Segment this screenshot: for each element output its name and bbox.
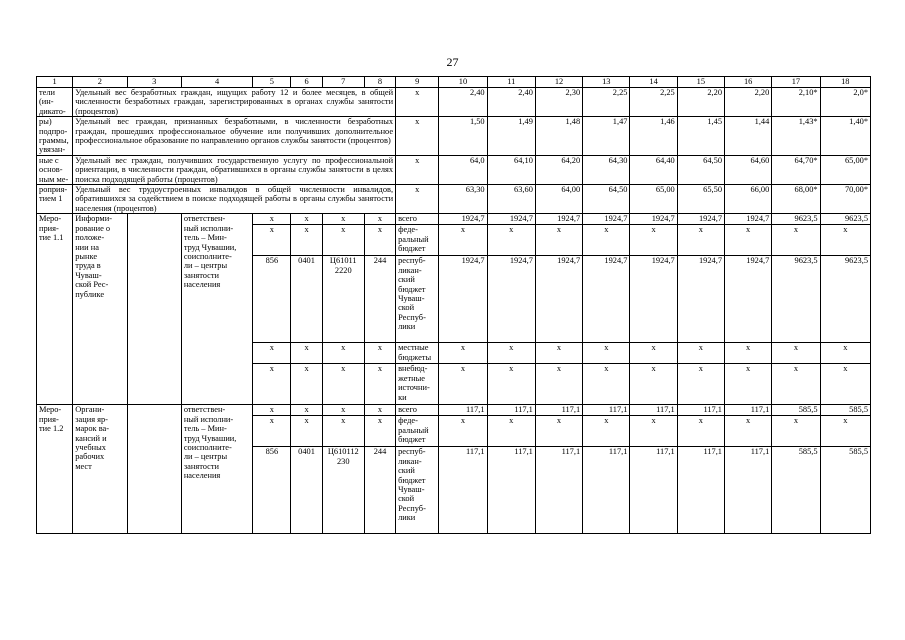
indicator-text: Удельный вес граждан, получивших государственную услугу по профессиональной ориентации, в численности граждан, обратившихся в органы службы занятости в целях поиска подходящей работы (процентов) [73,155,396,184]
column-number-row [37,77,871,88]
budget-code: х [291,343,322,364]
indicator-value: 1,45 [677,117,724,156]
funding-value: х [677,416,724,447]
indicator-value: 65,50 [677,185,724,214]
funding-value: 1924,7 [535,214,582,225]
program-table-body [37,77,871,534]
indicator-value: 2,30 [535,88,582,117]
indicator-value: 2,40 [439,88,487,117]
funding-value: х [772,225,820,256]
funding-value: 9623,5 [772,214,820,225]
funding-value: 585,5 [772,447,820,534]
indicator-value: 63,60 [487,185,535,214]
indicator-value: 2,10* [772,88,820,117]
col-header: 6 [291,77,322,88]
event-title: Информи- рование о положе- нии на рынке труда в Чуваш- ской Рес- публике [73,214,127,405]
budget-code: х [253,225,291,256]
indicator-value: 1,43* [772,117,820,156]
budget-code: х [291,405,322,416]
indicator-value: 1,46 [630,117,677,156]
indicator-value: 64,50 [677,155,724,184]
budget-code: х [253,416,291,447]
budget-code: х [322,405,364,416]
funding-value: х [725,225,772,256]
indicator-value: 2,20 [725,88,772,117]
funding-value: х [583,416,630,447]
indicator-text: Удельный вес трудоустроенных инвалидов в общей численности инвалидов, обратившихся за содействием в поиске подходящей работы в органы службы занятости населения (процентов) [73,185,396,214]
empty-cell [127,214,181,405]
funding-value: х [439,416,487,447]
funding-value: 1924,7 [487,256,535,343]
budget-code: х [322,225,364,256]
funding-value: 1924,7 [439,214,487,225]
indicator-value: 65,00* [820,155,870,184]
budget-code: Ц61011 2220 [322,256,364,343]
col-header: 7 [322,77,364,88]
indicator-value: 1,48 [535,117,582,156]
funding-value: 1924,7 [630,256,677,343]
funding-value: х [630,364,677,405]
funding-value: 1924,7 [583,256,630,343]
budget-code: 244 [364,447,395,534]
funding-value: х [677,364,724,405]
funding-value: х [725,416,772,447]
funding-value: 1924,7 [725,256,772,343]
indicator-value: 68,00* [772,185,820,214]
col-header: 17 [772,77,820,88]
funding-value: 117,1 [677,405,724,416]
indicator-value: 1,50 [439,117,487,156]
funding-value: 1924,7 [487,214,535,225]
col-header: 8 [364,77,395,88]
indicator-row [37,155,871,184]
indicator-row [37,185,871,214]
indicator-value: 63,30 [439,185,487,214]
funding-value: х [487,225,535,256]
program-table [36,76,871,534]
indicator-marker: х [396,117,439,156]
funding-value: х [535,416,582,447]
funding-value: х [583,225,630,256]
indicator-marker: х [396,155,439,184]
funding-value: х [439,343,487,364]
col-header: 2 [73,77,127,88]
indicator-label: роприя- тием 1 [37,185,73,214]
indicator-value: 64,40 [630,155,677,184]
indicator-label: тели (ин- дикато- [37,88,73,117]
event-number: Меро- прия- тие 1.2 [37,405,73,534]
event-title: Органи- зация яр- марок ва- кансий и учебных рабочих мест [73,405,127,534]
budget-code: х [291,225,322,256]
indicator-text: Удельный вес граждан, признанных безработными, в численности безработных граждан, прошедших профессиональное обучение или получивших дополнительное профессиональное образование по направлению органов службы занятости (процентов) [73,117,396,156]
indicator-value: 1,49 [487,117,535,156]
funding-value: х [583,343,630,364]
funding-value: 117,1 [630,447,677,534]
budget-code: 856 [253,256,291,343]
col-header: 18 [820,77,870,88]
budget-code: Ц610112 230 [322,447,364,534]
budget-code: х [291,416,322,447]
funding-source: феде- ральный бюджет [396,225,439,256]
funding-source: внебюд- жетные источни- ки [396,364,439,405]
funding-value: 9623,5 [820,214,870,225]
funding-value: 117,1 [535,447,582,534]
col-header: 15 [677,77,724,88]
funding-value: х [535,364,582,405]
funding-value: х [820,416,870,447]
funding-value: 585,5 [772,405,820,416]
indicator-value: 1,40* [820,117,870,156]
funding-value: 9623,5 [820,256,870,343]
indicator-value: 64,50 [583,185,630,214]
funding-value: 1924,7 [630,214,677,225]
indicator-value: 2,20 [677,88,724,117]
funding-value: х [630,225,677,256]
indicator-row [37,117,871,156]
budget-code: х [253,343,291,364]
indicator-value: 64,30 [583,155,630,184]
funding-value: х [487,416,535,447]
funding-value: х [677,225,724,256]
funding-value: х [439,225,487,256]
budget-code: х [253,214,291,225]
col-header: 10 [439,77,487,88]
indicator-value: 65,00 [630,185,677,214]
funding-value: 117,1 [487,447,535,534]
indicator-value: 64,0 [439,155,487,184]
indicator-row [37,88,871,117]
budget-code: х [364,214,395,225]
indicator-value: 70,00* [820,185,870,214]
col-header: 9 [396,77,439,88]
funding-value: 585,5 [820,405,870,416]
funding-value: 117,1 [583,447,630,534]
budget-code: х [322,416,364,447]
budget-code: х [291,364,322,405]
funding-value: х [772,364,820,405]
budget-code: х [364,364,395,405]
funding-value: х [772,416,820,447]
indicator-label: ные с основ- ным ме- [37,155,73,184]
funding-source: всего [396,214,439,225]
funding-value: 117,1 [487,405,535,416]
funding-source: феде- ральный бюджет [396,416,439,447]
event-number: Меро- прия- тие 1.1 [37,214,73,405]
funding-value: 585,5 [820,447,870,534]
funding-value: 9623,5 [772,256,820,343]
funding-value: 117,1 [439,447,487,534]
col-header: 3 [127,77,181,88]
funding-row [37,214,871,225]
col-header: 16 [725,77,772,88]
funding-row [37,405,871,416]
indicator-value: 64,20 [535,155,582,184]
budget-code: х [253,364,291,405]
indicator-value: 2,40 [487,88,535,117]
page-number: 27 [446,55,459,69]
budget-code: х [364,343,395,364]
budget-code: 0401 [291,256,322,343]
funding-value: 117,1 [725,447,772,534]
funding-value: 1924,7 [725,214,772,225]
funding-value: 117,1 [725,405,772,416]
funding-value: х [820,343,870,364]
indicator-value: 2,25 [583,88,630,117]
funding-value: х [725,364,772,405]
funding-source: местные бюджеты [396,343,439,364]
indicator-marker: х [396,185,439,214]
funding-value: 1924,7 [583,214,630,225]
col-header: 1 [37,77,73,88]
col-header: 4 [181,77,252,88]
funding-value: 1924,7 [535,256,582,343]
empty-cell [127,405,181,534]
indicator-value: 64,60 [725,155,772,184]
budget-code: х [364,416,395,447]
funding-value: х [535,225,582,256]
indicator-value: 64,10 [487,155,535,184]
funding-value: х [725,343,772,364]
budget-code: 856 [253,447,291,534]
funding-value: х [535,343,582,364]
budget-code: 244 [364,256,395,343]
funding-value: х [630,416,677,447]
funding-value: 117,1 [439,405,487,416]
budget-code: х [364,405,395,416]
funding-value: х [487,364,535,405]
event-executor: ответствен- ный исполни- тель – Мин- труд Чувашии, соисполните- ли – центры занятости населения [181,405,252,534]
funding-value: 1924,7 [439,256,487,343]
funding-value: х [487,343,535,364]
indicator-value: 1,47 [583,117,630,156]
indicator-value: 2,0* [820,88,870,117]
funding-source: респуб- ликан- ский бюджет Чуваш- ской Респуб- лики [396,256,439,343]
indicator-label: ры) подпро- граммы, увязан- [37,117,73,156]
funding-value: 117,1 [677,447,724,534]
indicator-text: Удельный вес безработных граждан, ищущих работу 12 и более месяцев, в общей численности безработных граждан, зарегистрированных в органах службы занятости (процентов) [73,88,396,117]
event-executor: ответствен- ный исполни- тель – Мин- труд Чувашии, соисполните- ли – центры занятости населения [181,214,252,405]
funding-value: х [630,343,677,364]
indicator-value: 64,70* [772,155,820,184]
funding-source: всего [396,405,439,416]
col-header: 11 [487,77,535,88]
budget-code: х [322,343,364,364]
funding-value: 117,1 [630,405,677,416]
funding-value: 1924,7 [677,214,724,225]
funding-value: 117,1 [535,405,582,416]
col-header: 5 [253,77,291,88]
indicator-value: 2,25 [630,88,677,117]
indicator-value: 1,44 [725,117,772,156]
funding-value: х [583,364,630,405]
funding-value: х [772,343,820,364]
indicator-value: 66,00 [725,185,772,214]
funding-source: респуб- ликан- ский бюджет Чуваш- ской Респуб- лики [396,447,439,534]
funding-value: х [677,343,724,364]
funding-value: х [820,364,870,405]
budget-code: х [322,214,364,225]
budget-code: 0401 [291,447,322,534]
col-header: 13 [583,77,630,88]
indicator-value: 64,00 [535,185,582,214]
col-header: 12 [535,77,582,88]
funding-value: 1924,7 [677,256,724,343]
budget-code: х [364,225,395,256]
funding-value: 117,1 [583,405,630,416]
budget-code: х [322,364,364,405]
budget-code: х [253,405,291,416]
col-header: 14 [630,77,677,88]
funding-value: х [820,225,870,256]
indicator-marker: х [396,88,439,117]
funding-value: х [439,364,487,405]
budget-code: х [291,214,322,225]
